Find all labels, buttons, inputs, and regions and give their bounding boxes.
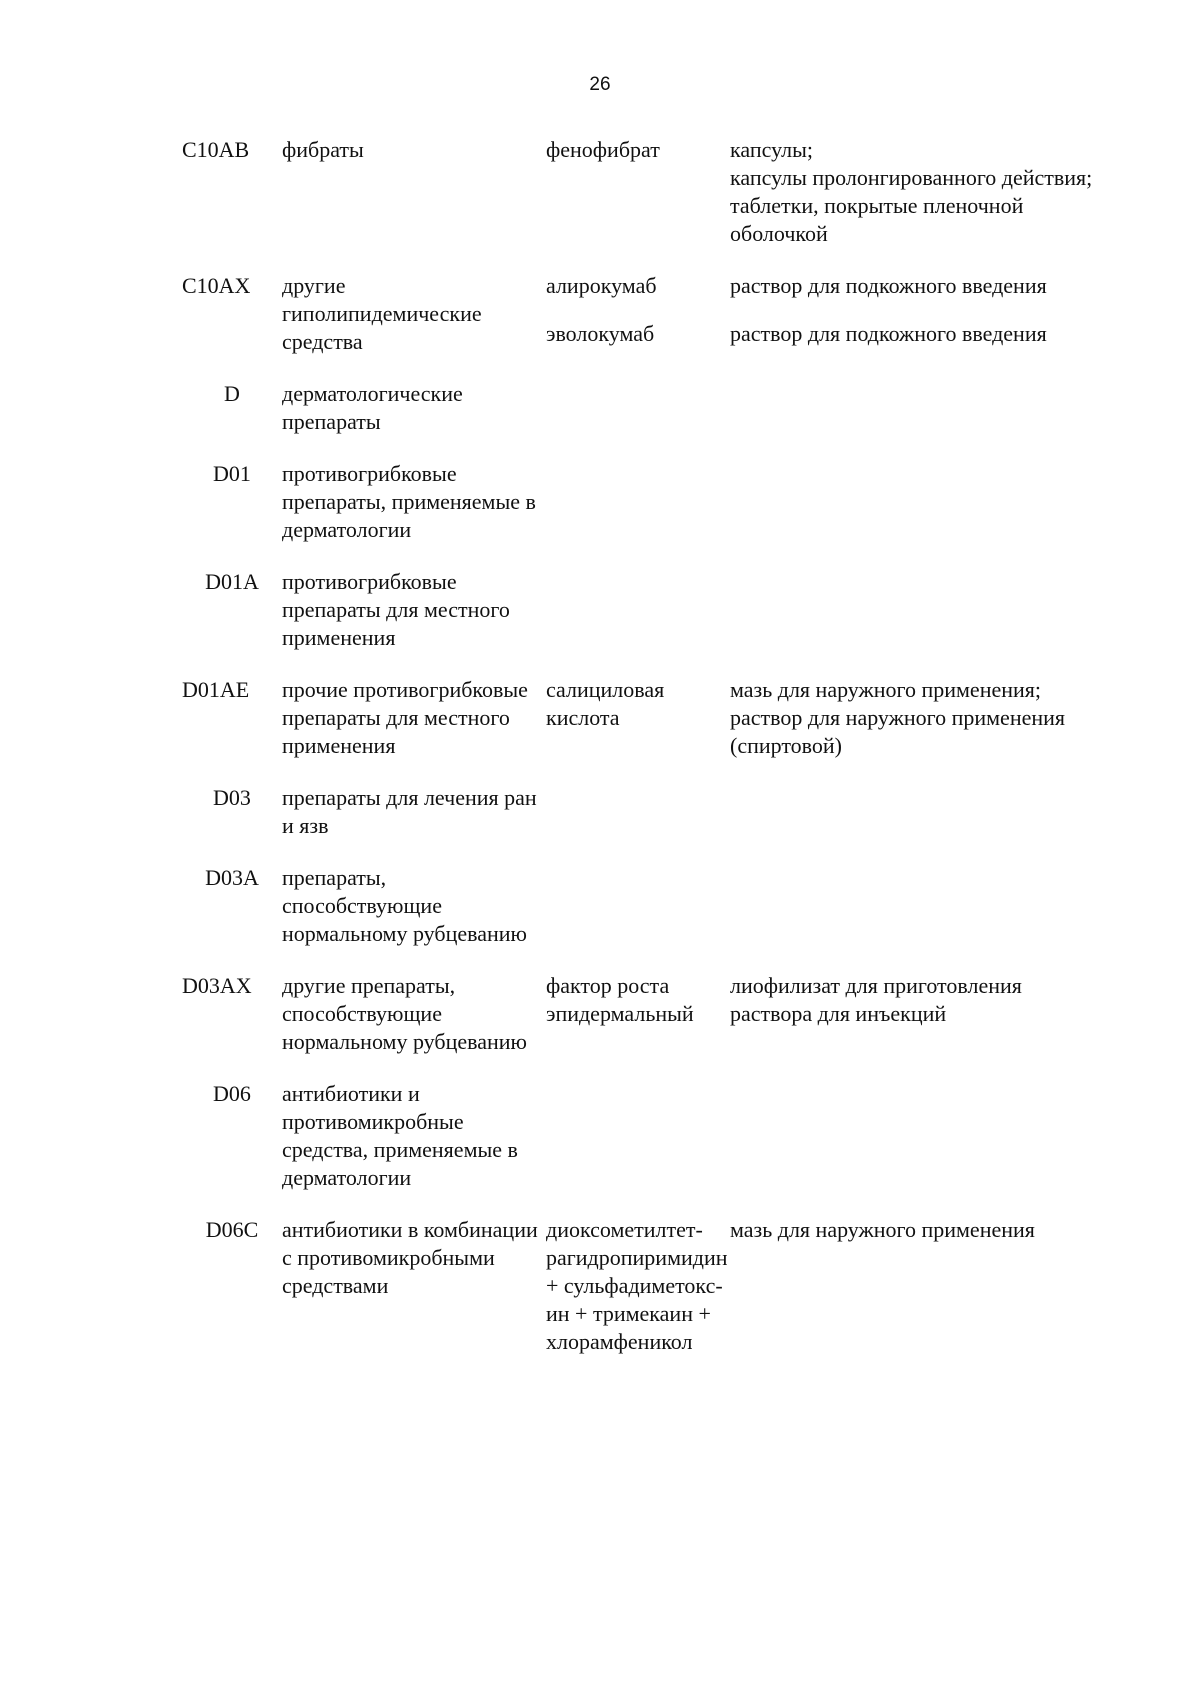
drug-names xyxy=(546,272,730,348)
group-name: другие гиполипидемические средства xyxy=(282,273,482,354)
drug-name: салициловая кислота xyxy=(546,677,665,730)
dosage-form: раствор для подкожного введения xyxy=(730,273,1047,298)
dosage-form: лиофилизат для приготовления раствора для инъекций xyxy=(730,973,1022,1026)
group-name: противогрибковые препараты для местного применения xyxy=(282,569,510,650)
drug-names xyxy=(546,136,730,164)
group-name: препараты, способствующие нормальному рубцеванию xyxy=(282,865,527,946)
drug-name: фактор роста эпидермальный xyxy=(546,973,694,1026)
table-row xyxy=(182,272,1102,356)
group-name: другие препараты, способствующие нормальному рубцеванию xyxy=(282,973,527,1054)
table-row xyxy=(182,460,1102,544)
drug-name: эволокумаб xyxy=(546,321,655,346)
drug-name: диоксометилтетрагидропиримидин + сульфадиметоксин + тримекаин + хлорамфеникол xyxy=(546,1217,728,1354)
drug-name: фенофибрат xyxy=(546,137,660,162)
dosage-forms xyxy=(730,1216,1102,1244)
table-row xyxy=(182,784,1102,840)
drug-names xyxy=(546,972,730,1028)
table-row xyxy=(182,136,1102,248)
table-row xyxy=(182,1216,1102,1356)
group-name: антибиотики и противомикробные средства, применяемые в дерматологии xyxy=(282,1081,518,1190)
table-row xyxy=(182,972,1102,1056)
page-number: 26 xyxy=(589,74,611,95)
group-name: прочие противогрибковые препараты для местного применения xyxy=(282,677,528,758)
atc-code: D03 xyxy=(213,785,251,810)
dosage-form: капсулы; капсулы пролонгированного действия; таблетки, покрытые пленочной оболочкой xyxy=(730,137,1093,246)
table-row xyxy=(182,676,1102,760)
atc-code: C10AB xyxy=(182,137,250,162)
atc-code: D06 xyxy=(213,1081,251,1106)
drug-names xyxy=(546,1216,730,1356)
atc-code: C10AX xyxy=(182,273,251,298)
atc-code: D xyxy=(224,381,240,406)
dosage-forms xyxy=(730,136,1102,248)
atc-code: D01 xyxy=(213,461,251,486)
atc-code: D03AX xyxy=(182,973,252,998)
group-name: противогрибковые препараты, применяемые в дерматологии xyxy=(282,461,536,542)
table-row xyxy=(182,1080,1102,1192)
dosage-forms xyxy=(730,676,1102,760)
dosage-forms xyxy=(730,272,1102,348)
group-name: фибраты xyxy=(282,137,364,162)
table-row xyxy=(182,568,1102,652)
atc-code: D06C xyxy=(205,1217,259,1242)
drug-name: алирокумаб xyxy=(546,273,657,298)
atc-code: D03A xyxy=(205,865,259,890)
drug-names xyxy=(546,676,730,732)
drug-table xyxy=(182,136,1102,1380)
dosage-form: раствор для подкожного введения xyxy=(730,321,1047,346)
dosage-form: мазь для наружного применения xyxy=(730,1217,1035,1242)
table-row xyxy=(182,380,1102,436)
dosage-form: мазь для наружного применения; раствор для наружного применения (спиртовой) xyxy=(730,677,1066,758)
table-row xyxy=(182,864,1102,948)
atc-code: D01AE xyxy=(182,677,250,702)
dosage-forms xyxy=(730,972,1102,1028)
group-name: антибиотики в комбинации с противомикробными средствами xyxy=(282,1217,538,1298)
group-name: дерматологические препараты xyxy=(282,381,463,434)
group-name: препараты для лечения ран и язв xyxy=(282,785,537,838)
atc-code: D01A xyxy=(205,569,259,594)
